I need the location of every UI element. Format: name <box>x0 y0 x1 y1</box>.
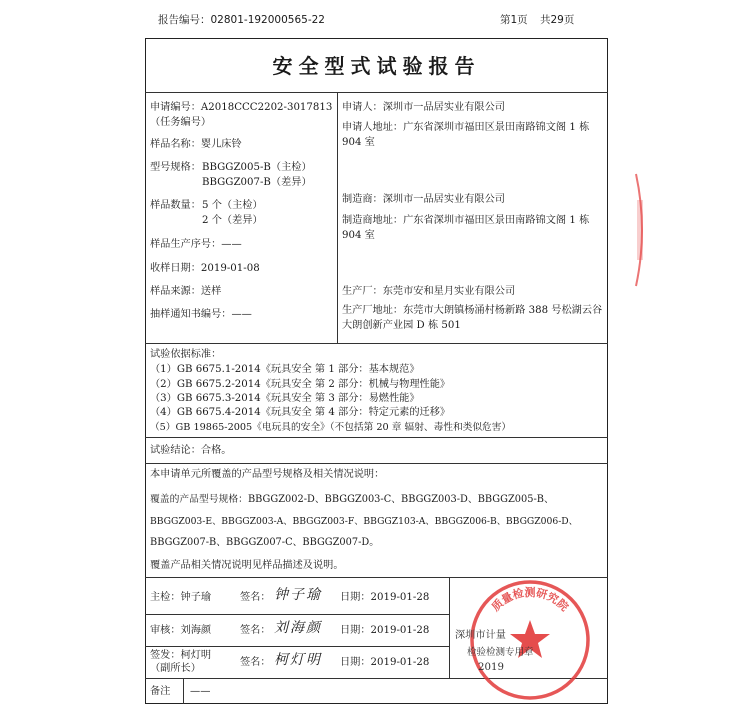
sample-name: 样品名称：婴儿床铃 <box>150 139 242 150</box>
stamp-underlay-date: 2019 <box>478 662 504 673</box>
chief-sign-label: 签名： <box>240 592 271 603</box>
model-label: 型号规格： <box>150 162 201 173</box>
rule-basis-end <box>145 437 608 438</box>
reviewer-date: 日期：2019-01-28 <box>340 625 430 636</box>
applicant-address: 申请人地址：广东省深圳市福田区景田南路锦文阁 1 栋 904 室 <box>342 122 590 148</box>
chief-inspector: 主检：钟子瑜 <box>150 592 212 603</box>
coverage-line-2: BBGGZ003-E、BBGGZ003-A、BBGGZ003-F、BBGGZ103-A、BBGGZ006-B、BBGGZ006-D、 <box>150 516 578 527</box>
basis-item-5: （5）GB 19865-2005《电玩具的安全》（不包括第 20 章 辐射、毒性和类似危害） <box>150 422 512 433</box>
coverage-note: 覆盖产品相关情况说明见样品描述及说明。 <box>150 560 344 571</box>
reviewer-signature: 刘海颜 <box>274 620 322 636</box>
rule-title <box>145 92 608 93</box>
rule-conclusion-end <box>145 463 608 464</box>
chief-signature: 钟子瑜 <box>274 587 322 603</box>
sampling-notice-number: 抽样通知书编号：—— <box>150 309 252 320</box>
applicant: 申请人：深圳市一品居实业有限公司 <box>342 102 505 113</box>
rule-sig-1 <box>145 614 449 615</box>
task-number: （任务编号） <box>150 117 212 128</box>
factory: 生产厂：东莞市安和星月实业有限公司 <box>342 286 516 297</box>
quantity-variant: 2 个（差异） <box>202 215 263 226</box>
rule-sig-2 <box>145 646 449 647</box>
basis-item-1: （1）GB 6675.1-2014《玩具安全 第 1 部分：基本规范》 <box>150 364 420 375</box>
issuer-date: 日期：2019-01-28 <box>340 657 430 668</box>
model-variant: BBGGZ007-B（差异） <box>202 177 312 188</box>
receive-date: 收样日期：2019-01-08 <box>150 263 260 274</box>
page-number: 第1页 <box>500 14 528 26</box>
coverage-heading: 本申请单元所覆盖的产品型号规格及相关情况说明： <box>150 469 385 480</box>
stamp-underlay-line: 检验检测专用章 <box>467 647 534 658</box>
basis-item-4: （4）GB 6675.4-2014《玩具安全 第 4 部分：特定元素的迁移》 <box>150 407 451 418</box>
rule-info-end <box>145 343 608 344</box>
remarks-label: 备注 <box>150 686 171 697</box>
rule-info-divider <box>337 92 338 343</box>
issuer-signature: 柯灯明 <box>274 652 322 668</box>
rule-stamp-divider <box>449 577 450 678</box>
stamp-underlay-org: 深圳市计量 <box>455 630 506 641</box>
application-number: 申请编号：A2018CCC2202-3017813 <box>150 102 333 113</box>
issuer-sign-label: 签名： <box>240 657 271 668</box>
rule-remarks-divider <box>183 678 184 704</box>
report-title: 安全型式试验报告 <box>272 54 481 78</box>
test-conclusion: 试验结论：合格。 <box>150 445 232 456</box>
basis-item-3: （3）GB 6675.3-2014《玩具安全 第 3 部分：易燃性能》 <box>150 393 420 404</box>
reviewer-sign-label: 签名： <box>240 625 271 636</box>
page-total: 共29页 <box>540 14 575 26</box>
basis-item-2: （2）GB 6675.2-2014《玩具安全 第 2 部分：机械与物理性能》 <box>150 379 451 390</box>
sample-serial: 样品生产序号：—— <box>150 239 242 250</box>
reviewer: 审核：刘海颜 <box>150 625 212 636</box>
issuer: 签发：柯灯明 <box>150 650 212 661</box>
page-edge-seal <box>634 170 650 290</box>
factory-address: 生产厂地址：东莞市大朗镇杨涌村杨新路 388 号松湖云谷大朗创新产业园 D 栋 501 <box>342 305 603 331</box>
quantity-main: 5 个（主检） <box>202 200 263 211</box>
sample-source: 样品来源：送样 <box>150 286 222 297</box>
manufacturer-address: 制造商地址：广东省深圳市福田区景田南路锦文阁 1 栋 904 室 <box>342 215 590 241</box>
seal-org-arc: 质量检测研究院 <box>489 586 571 614</box>
remarks-value: —— <box>190 686 211 697</box>
manufacturer: 制造商：深圳市一品居实业有限公司 <box>342 194 505 205</box>
issuer-title: （副所长） <box>150 663 201 674</box>
model-main: BBGGZ005-B（主检） <box>202 162 312 173</box>
quantity-label: 样品数量： <box>150 200 201 211</box>
coverage-line-3: BBGGZ007-B、BBGGZ007-C、BBGGZ007-D。 <box>150 537 380 548</box>
report-number: 报告编号：02801-192000565-22 <box>158 14 325 26</box>
coverage-line-1: 覆盖的产品型号规格：BBGGZ002-D、BBGGZ003-C、BBGGZ003-D、BBGGZ005-B、 <box>150 494 554 505</box>
basis-label: 试验依据标准： <box>150 349 222 360</box>
chief-date: 日期：2019-01-28 <box>340 592 430 603</box>
